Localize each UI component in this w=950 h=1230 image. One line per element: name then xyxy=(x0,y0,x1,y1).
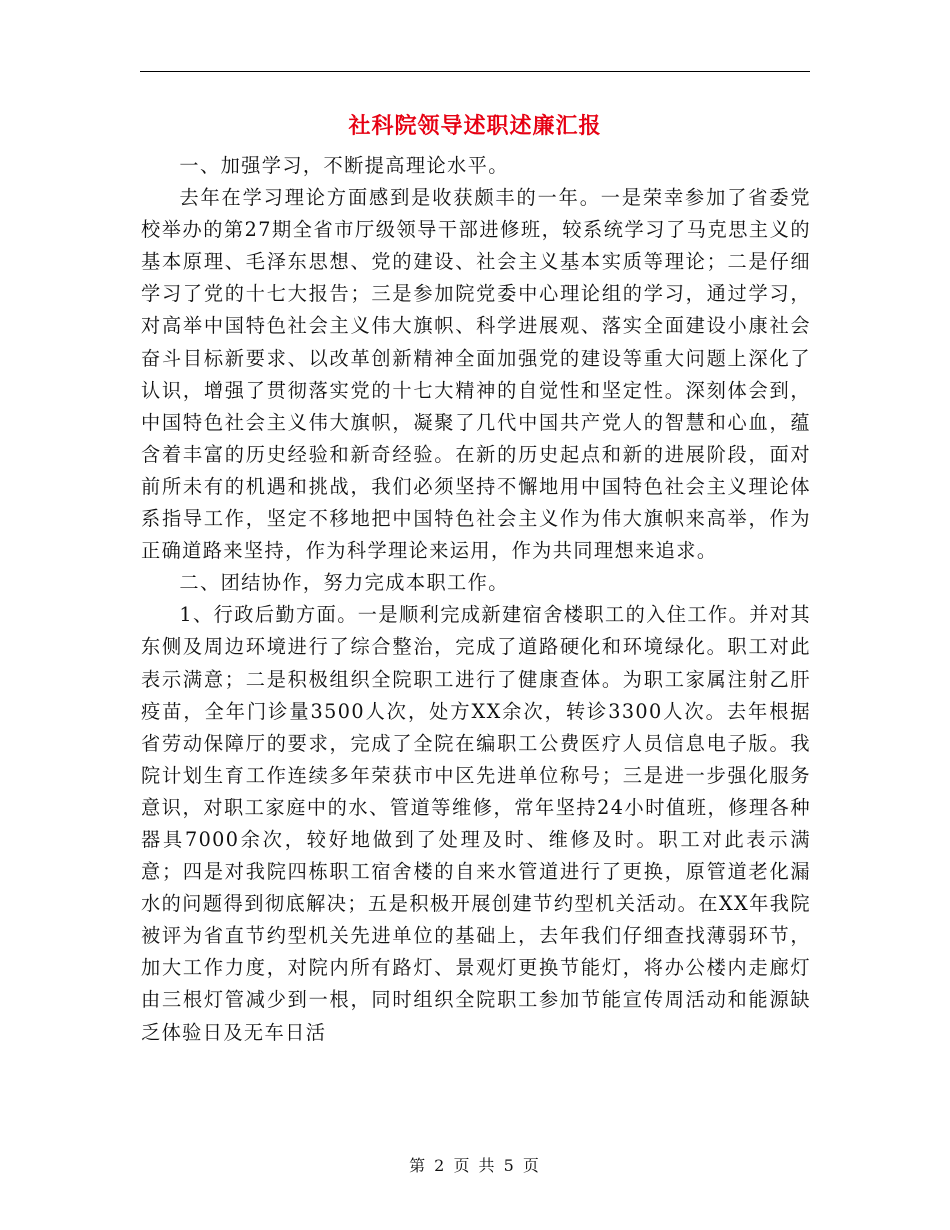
section-heading-study: 一、加强学习，不断提高理论水平。 xyxy=(179,154,509,177)
section-heading-work: 二、团结协作，努力完成本职工作。 xyxy=(179,571,509,595)
document-title: 社科院领导述职述廉汇报 xyxy=(348,113,602,139)
header-divider xyxy=(140,71,810,72)
document-body xyxy=(141,150,811,1049)
page-number-footer: 第 2 页 共 5 页 xyxy=(409,1156,541,1175)
body-paragraph-logistics: 1、行政后勤方面。一是顺利完成新建宿舍楼职工的入住工作。并对其东侧及周边环境进行了综合整治，完成了道路硬化和环境绿化。职工对此表示满意；二是积极组织全院职工进行了健康查体。为职工家属注射乙肝疫苗，全年门诊量3500人次，处方XX余次，转诊3300人次。去年根据省劳动保障厅的要求，完成了全院在编职工公费医疗人员信息电子版。我院计划生育工作连续多年荣获市中区先进单位称号；三是进一步强化服务意识，对职工家庭中的水、管道等维修，常年坚持24小时值班，修理各种器具7000余次，较好地做到了处理及时、维修及时。职工对此表示满意；四是对我院四栋职工宿舍楼的自来水管道进行了更换，原管道老化漏水的问题得到彻底解决；五是积极开展创建节约型机关活动。在XX年我院被评为省直节约型机关先进单位的基础上，去年我们仔细查找薄弱环节，加大工作力度，对院内所有路灯、景观灯更换节能灯，将办公楼内走廊灯由三根灯管减少到一根，同时组织全院职工参加节能宣传周活动和能源缺乏体验日及无车日活 xyxy=(141,603,811,1044)
body-paragraph-study: 去年在学习理论方面感到是收获颇丰的一年。一是荣幸参加了省委党校举办的第27期全省市厅级领导干部进修班，较系统学习了马克思主义的基本原理、毛泽东思想、党的建设、社会主义基本实质等理论；二是仔细学习了党的十七大报告；三是参加院党委中心理论组的学习，通过学习，对高举中国特色社会主义伟大旗帜、科学进展观、落实全面建设小康社会奋斗目标新要求、以改革创新精神全面加强党的建设等重大问题上深化了认识，增强了贯彻落实党的十七大精神的自觉性和坚定性。深刻体会到，中国特色社会主义伟大旗帜，凝聚了几代中国共产党人的智慧和心血，蕴含着丰富的历史经验和新奇经验。在新的历史起点和新的进展阶段，面对前所未有的机遇和挑战，我们必须坚持不懈地用中国特色社会主义理论体系指导工作，坚定不移地把中国特色社会主义作为伟大旗帜来高举，作为正确道路来坚持，作为科学理论来运用，作为共同理想来追求。 xyxy=(141,186,811,563)
